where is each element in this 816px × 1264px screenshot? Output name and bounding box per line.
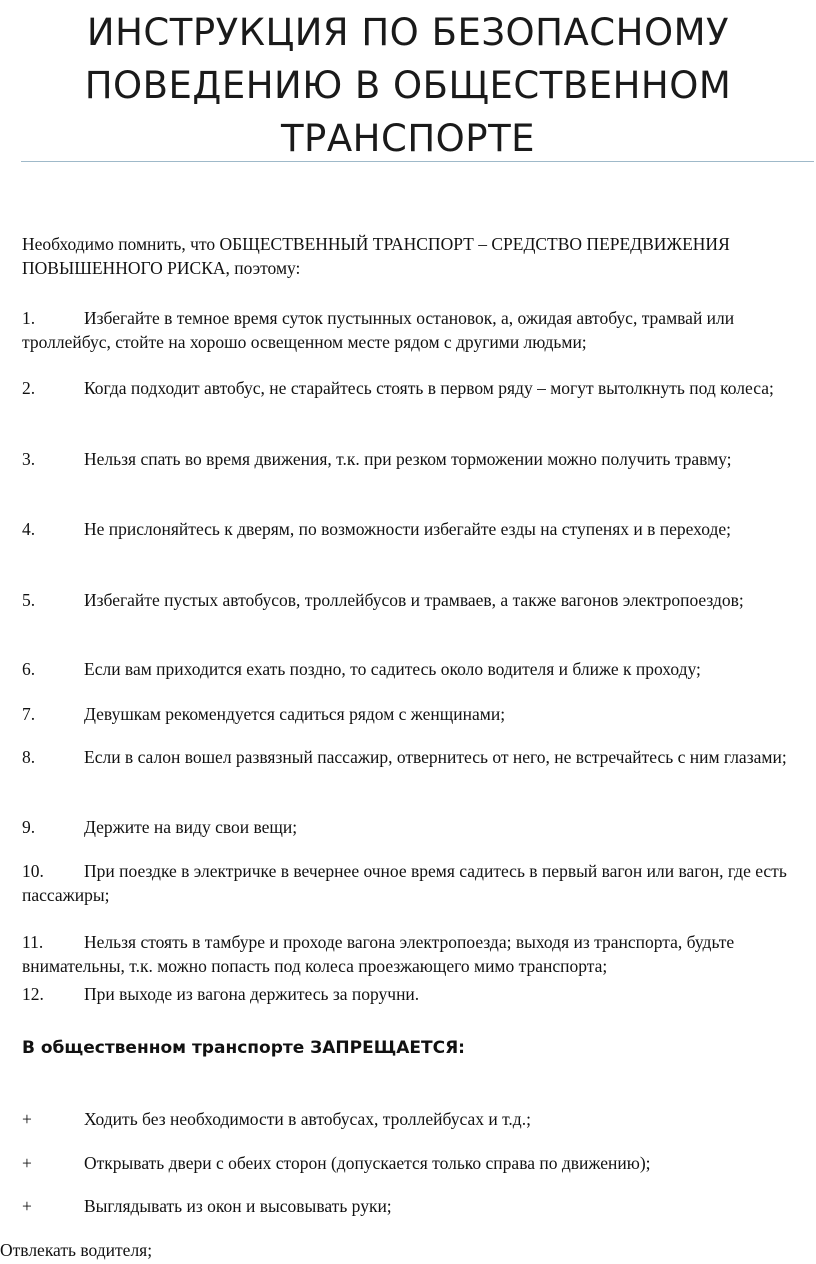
rule-text: Держите на виду свои вещи;: [84, 817, 298, 837]
rule-number: 5.: [22, 590, 36, 610]
rule-number: 7.: [22, 704, 36, 724]
rule-number: 10.: [22, 861, 44, 881]
rule-text: При выходе из вагона держитесь за поручни.: [84, 984, 420, 1004]
rule-item: [22, 376, 812, 400]
rule-item: [22, 815, 812, 839]
rule-text: Избегайте в темное время суток пустынных остановок, а, ожидая автобус, трамвай или троллейбус, стойте на хорошо освещенном месте рядом с другими людьми;: [22, 308, 735, 352]
document-title: ИНСТРУКЦИЯ ПО БЕЗОПАСНОМУ ПОВЕДЕНИЮ В ОБЩЕСТВЕННОМ ТРАНСПОРТЕ: [84, 11, 732, 160]
rule-item: [22, 447, 812, 471]
rule-number: 4.: [22, 519, 36, 539]
rule-item: [22, 702, 812, 726]
rule-number: 9.: [22, 817, 36, 837]
plus-bullet: +: [22, 1153, 32, 1173]
rule-text: Если в салон вошел развязный пассажир, отвернитесь от него, не встречайтесь с ним глазами;: [84, 747, 787, 767]
rule-text: Когда подходит автобус, не старайтесь стоять в первом ряду – могут вытолкнуть под колеса;: [84, 378, 774, 398]
rule-text: Девушкам рекомендуется садиться рядом с женщинами;: [84, 704, 506, 724]
rule-item: [22, 982, 812, 1006]
prohibited-text: Выглядывать из окон и высовывать руки;: [84, 1196, 392, 1216]
plus-bullet: +: [22, 1196, 32, 1216]
rule-item: [22, 517, 812, 541]
rule-text: Избегайте пустых автобусов, троллейбусов и трамваев, а также вагонов электропоездов;: [84, 590, 744, 610]
rule-number: 3.: [22, 449, 36, 469]
prohibited-item: [22, 1107, 812, 1131]
title-underline: [21, 161, 814, 162]
rule-item: [22, 745, 812, 769]
rule-number: 8.: [22, 747, 36, 767]
rule-item: [22, 930, 812, 978]
rule-text: Если вам приходится ехать поздно, то садитесь около водителя и ближе к проходу;: [84, 659, 701, 679]
rule-item: [22, 657, 812, 681]
rule-text: Нельзя спать во время движения, т.к. при резком торможении можно получить травму;: [84, 449, 732, 469]
prohibited-item: [22, 1194, 812, 1218]
prohibited-text: Открывать двери с обеих сторон (допускается только справа по движению);: [84, 1153, 651, 1173]
plus-bullet: +: [22, 1109, 32, 1129]
prohibited-item: [22, 1151, 812, 1175]
rule-item: [22, 859, 812, 907]
prohibited-text: Ходить без необходимости в автобусах, троллейбусах и т.д.;: [84, 1109, 531, 1129]
rule-number: 11.: [22, 932, 44, 952]
rule-item: [22, 306, 812, 354]
rule-text: Не прислоняйтесь к дверям, по возможности избегайте езды на ступенях и в переходе;: [84, 519, 732, 539]
rule-item: [22, 588, 812, 612]
rule-number: 12.: [22, 984, 44, 1004]
rule-text: При поездке в электричке в вечернее очное время садитесь в первый вагон или вагон, где есть пассажиры;: [22, 861, 787, 905]
intro-paragraph: Необходимо помнить, что ОБЩЕСТВЕННЫЙ ТРАНСПОРТ – СРЕДСТВО ПЕРЕДВИЖЕНИЯ ПОВЫШЕННОГО РИСКА, поэтому:: [22, 234, 730, 278]
rule-number: 1.: [22, 308, 36, 328]
prohibited-heading: В общественном транспорте ЗАПРЕЩАЕТСЯ:: [22, 1038, 465, 1058]
rule-text: Нельзя стоять в тамбуре и проходе вагона электропоезда; выходя из транспорта, будьте внимательны, т.к. можно попасть под колеса проезжающего мимо транспорта;: [22, 932, 735, 976]
rule-number: 6.: [22, 659, 36, 679]
rule-number: 2.: [22, 378, 36, 398]
last-line: Отвлекать водителя;: [0, 1240, 153, 1260]
